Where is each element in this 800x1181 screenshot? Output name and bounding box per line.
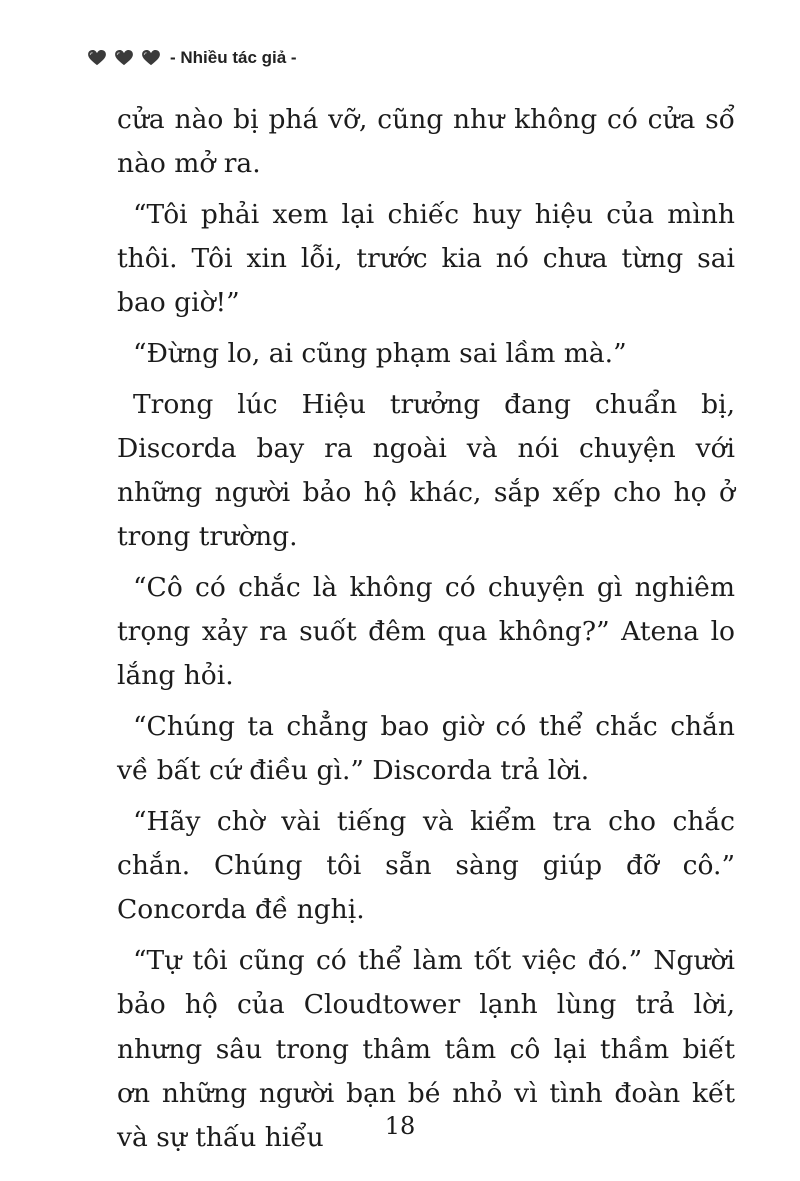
paragraph: Trong lúc Hiệu trưởng đang chuẩn bị, Discorda bay ra ngoài và nói chuyện với những người bảo hộ khác, sắp xếp cho họ ở trong trường. — [117, 388, 735, 553]
page-number: 18 — [384, 1112, 416, 1140]
paragraph: “Tôi phải xem lại chiếc huy hiệu của mình thôi. Tôi xin lỗi, trước kia nó chưa từng sai bao giờ!” — [117, 198, 735, 319]
paragraph: “Chúng ta chẳng bao giờ có thể chắc chắn về bất cứ điều gì.” Discorda trả lời. — [117, 711, 735, 787]
heart-icon — [115, 50, 133, 66]
author-label: - Nhiều tác giả - — [170, 48, 297, 67]
running-header — [88, 44, 297, 72]
paragraph: “Đừng lo, ai cũng phạm sai lầm mà.” — [133, 338, 627, 370]
paragraph: “Tự tôi cũng có thể làm tốt việc đó.” Người bảo hộ của Cloudtower lạnh lùng trả lời, nhưng sâu trong thâm tâm cô lại thầm biết ơn những người bạn bé nhỏ vì tình đoàn kết và sự thấu hiểu — [117, 945, 735, 1153]
paragraph: “Hãy chờ vài tiếng và kiểm tra cho chắc chắn. Chúng tôi sẵn sàng giúp đỡ cô.” Concorda đề nghị. — [117, 806, 735, 926]
heart-icon — [88, 50, 106, 66]
paragraph: “Cô có chắc là không có chuyện gì nghiêm trọng xảy ra suốt đêm qua không?” Atena lo lắng hỏi. — [117, 572, 735, 692]
heart-ornaments — [88, 50, 160, 66]
body-text — [117, 98, 735, 1167]
heart-icon — [142, 50, 160, 66]
paragraph: cửa nào bị phá vỡ, cũng như không có cửa sổ nào mở ra. — [117, 104, 735, 180]
